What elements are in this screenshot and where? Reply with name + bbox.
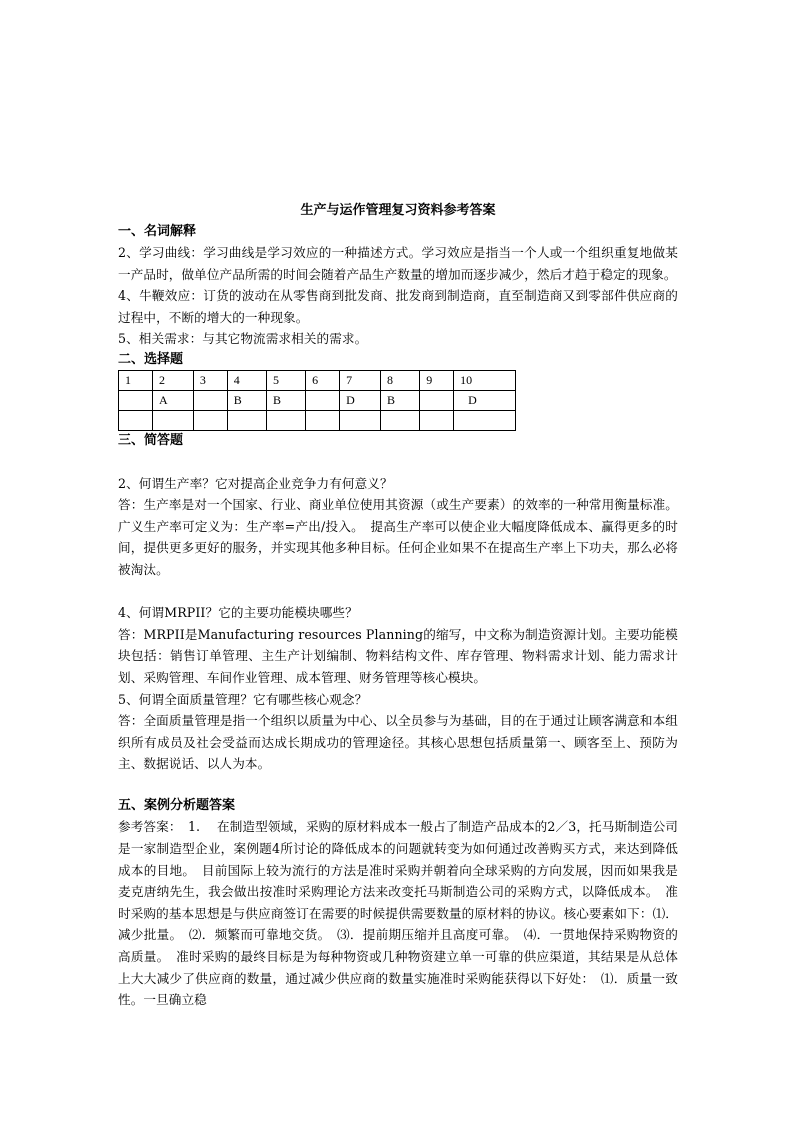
spacer	[118, 775, 678, 797]
table-row-question-numbers	[119, 370, 516, 390]
table-cell: 5	[266, 370, 305, 390]
question-productivity: 2、何谓生产率？它对提高企业竞争力有何意义？	[118, 475, 393, 491]
table-cell	[227, 410, 266, 430]
table-cell: 8	[381, 370, 420, 390]
table-cell: B	[227, 390, 266, 410]
section-heading-terms: 一、名词解释	[118, 224, 197, 239]
table-cell: A	[152, 390, 193, 410]
table-row-answers	[119, 390, 516, 410]
table-cell: 2	[152, 370, 193, 390]
answer-table	[118, 370, 516, 431]
table-cell	[454, 410, 516, 430]
table-cell: B	[381, 390, 420, 410]
table-cell	[420, 390, 454, 410]
term-learning-curve: 2、学习曲线：学习曲线是学习效应的一种描述方式。学习效应是指当一个人或一个组织重复地做某一产品时，做单位产品所需的时间会随着产品生产数量的增加而逐步减少，然后才趋于稳定的现象。	[118, 245, 678, 282]
case-analysis-answer: 参考答案： 1. 在制造型领域，采购的原材料成本一般占了制造产品成本的2／3，托马斯制造公司是一家制造型企业，案例题4所讨论的降低成本的问题就转变为如何通过改善购买方式，来达到降低成本的目地。 目前国际上较为流行的方法是准时采购并朝着向全球采购的方向发展，因而如果我是麦克唐纳先生，我会做出按准时采购理论方法来改变托马斯制造公司的采购方式，以降低成本。 准时采购的基本思想是与供应商签订在需要的时候提供需要数量的原材料的协议。核心要素如下：⑴．减少批量。 ⑵．频繁而可靠地交货。 ⑶．提前期压缩并且高度可靠。 ⑷．一贯地保持采购物资的高质量。 准时采购的最终目标是为每种物资或几种物资建立单一可靠的供应渠道，其结果是从总体上大大减少了供应商的数量，通过减少供应商的数量实施准时采购能获得以下好处： ⑴．质量一致性。一旦确立稳	[118, 819, 678, 1008]
document-title: 生产与运作管理复习资料参考答案	[300, 203, 496, 218]
table-cell: 9	[420, 370, 454, 390]
table-cell	[119, 410, 153, 430]
table-cell	[119, 390, 153, 410]
term-bullwhip-effect: 4、牛鞭效应：订货的波动在从零售商到批发商、批发商到制造商，直至制造商又到零部件供应商的过程中，不断的增大的一种现象。	[118, 288, 678, 325]
spacer	[118, 581, 678, 603]
answer-tqm: 答：全面质量管理是指一个组织以质量为中心、以全员参与为基础，目的在于通过让顾客满意和本组织所有成员及社会受益而达成长期成功的管理途径。其核心思想包括质量第一、顾客至上、预防为主、数据说话、以人为本。	[118, 713, 678, 772]
table-cell: 4	[227, 370, 266, 390]
table-cell: 7	[340, 370, 381, 390]
section-heading-case-analysis: 五、案例分析题答案	[118, 798, 236, 814]
table-cell: 10	[454, 370, 516, 390]
table-cell: D	[340, 390, 381, 410]
answer-mrpii: 答：MRPII是Manufacturing resources Planning的缩写，中文称为制造资源计划。主要功能模块包括：销售订单管理、主生产计划编制、物料结构文件、库存管理、物料需求计划、能力需求计划、采购管理、车间作业管理、成本管理、财务管理等核心模块。	[118, 626, 678, 685]
table-cell	[152, 410, 193, 430]
table-cell: 3	[193, 370, 227, 390]
question-tqm: 5、何谓全面质量管理？它有哪些核心观念？	[118, 691, 368, 707]
table-cell	[266, 410, 305, 430]
answer-productivity: 答：生产率是对一个国家、行业、商业单位使用其资源（或生产要素）的效率的一种常用衡量标准。广义生产率可定义为：生产率=产出/投入。 提高生产率可以使企业大幅度降低成本、赢得更多的时间，提供更多更好的服务，并实现其他多种目标。任何企业如果不在提高生产率上下功夫，那么必将被淘汰。	[118, 497, 678, 577]
table-cell	[420, 410, 454, 430]
table-cell: B	[266, 390, 305, 410]
table-cell: 6	[306, 370, 340, 390]
document-page	[118, 200, 678, 1011]
spacer	[118, 451, 678, 473]
table-cell	[381, 410, 420, 430]
table-cell	[193, 390, 227, 410]
table-cell: D	[454, 390, 516, 410]
section-heading-choice: 二、选择题	[118, 351, 184, 367]
table-cell: 1	[119, 370, 153, 390]
section-heading-short-answer: 三、简答题	[118, 432, 184, 448]
table-cell	[306, 410, 340, 430]
table-cell	[340, 410, 381, 430]
question-mrpii: 4、何谓MRPII？它的主要功能模块哪些？	[118, 605, 358, 621]
table-row-empty	[119, 410, 516, 430]
term-dependent-demand: 5、相关需求：与其它物流需求相关的需求。	[118, 331, 368, 347]
table-cell	[193, 410, 227, 430]
table-cell	[306, 390, 340, 410]
